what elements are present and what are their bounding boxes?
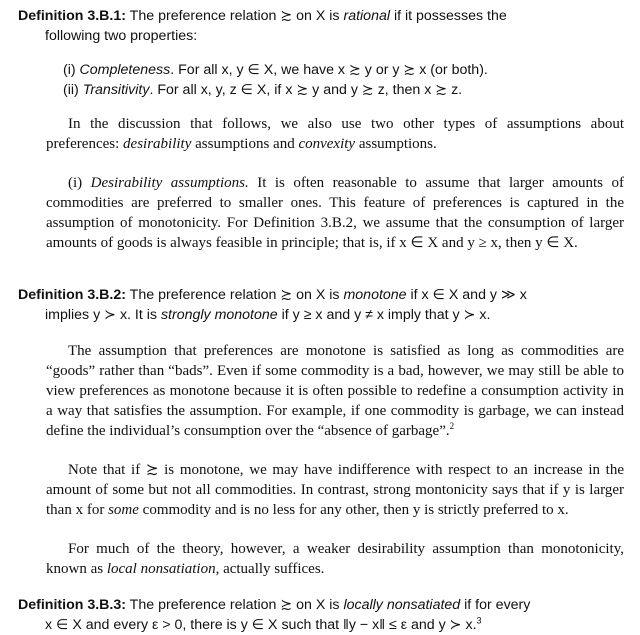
- desirability-body: It is often reasonable to assume that larger amounts of commodities are preferred to smaller ones. This feature of preferences is captured in the assumption of monotonicity. For Definition 3.B.2, we assume that the consumption of larger amounts of goods is always feasible in principle; that is, if x ∈ X and y ≥ x, then y ∈ X.: [46, 175, 624, 251]
- note-text-a: Note that if ≿ is monotone, we may have indifference with respect to an increase in the amount of some but not all commodities. In contrast, strong montonicity says that if y is larger than x for: [46, 462, 624, 518]
- convexity-term: convexity: [298, 135, 356, 152]
- definition-3b2-line2: [18, 305, 624, 325]
- definition-3b1-tail: if it possesses the: [390, 8, 507, 24]
- definition-3b1-line2: following two properties:: [45, 28, 198, 44]
- local-text-a: For much of the theory, however, a weaker desirability assumption than monotonicity, known as: [46, 541, 624, 577]
- footnote-marker-3: 3: [476, 615, 482, 626]
- transitivity-term: Transitivity: [82, 82, 150, 98]
- definition-3b3: [18, 595, 624, 635]
- property-i-number: (i): [63, 62, 80, 78]
- footnote-marker-2: 2: [449, 420, 455, 431]
- paragraph-desirability: [46, 174, 624, 254]
- paragraph-local-nonsatiation: [46, 540, 624, 580]
- property-completeness: [63, 60, 623, 80]
- desirability-assumptions-title: Desirability assumptions.: [90, 175, 249, 191]
- definition-3b2-line1: [18, 285, 624, 305]
- local-text-b: , actually suffices.: [215, 560, 325, 577]
- desirability-number: (i): [68, 175, 91, 191]
- definition-3b1: [18, 6, 624, 46]
- note-text-b: commodity and is no less for any other, then y is strictly preferred to x.: [138, 501, 569, 518]
- definition-3b1-heading: Definition 3.B.1:: [18, 8, 126, 24]
- definition-3b2-heading: Definition 3.B.2:: [18, 287, 126, 303]
- definition-3b3-line2-text: x ∈ X and every ε > 0, there is y ∈ X such that ‖y − x‖ ≤ ε and y ≻ x.: [45, 617, 477, 633]
- definition-3b2-line2b: if y ≥ x and y ≠ x imply that y ≻ x.: [277, 307, 491, 323]
- definition-3b2: [18, 285, 624, 325]
- discussion-text-b: assumptions and: [191, 135, 299, 152]
- some-term: some: [108, 501, 139, 518]
- desirability-term: desirability: [123, 135, 192, 152]
- discussion-text-a: In the discussion that follows, we also use two other types of assumptions about preferences:: [46, 116, 624, 152]
- completeness-term: Completeness: [79, 62, 171, 78]
- property-transitivity: [63, 80, 623, 100]
- monotone-term: monotone: [343, 287, 407, 303]
- paragraph-discussion: [46, 115, 624, 155]
- definition-3b2-mid: if x ∈ X and y ≫ x: [406, 287, 527, 303]
- rational-term: rational: [343, 8, 391, 24]
- definition-3b3-tail: if for every: [460, 597, 531, 613]
- transitivity-text: . For all x, y, z ∈ X, if x ≿ y and y ≿ z, then x ≿ z.: [149, 82, 463, 98]
- locally-nonsatiated-term: locally nonsatiated: [343, 597, 461, 613]
- definition-3b2-line2a: implies y ≻ x. It is: [45, 307, 161, 323]
- definition-3b1-lead: The preference relation ≿ on X is: [126, 8, 344, 24]
- definition-3b3-line1: [18, 595, 624, 615]
- definition-3b3-heading: Definition 3.B.3:: [18, 597, 126, 613]
- goods-bads-text: The assumption that preferences are monotone is satisfied as long as commodities are “goods” rather than “bads”. Even if some commodity is a bad, however, we may still be able to view preferences as monotone because it is often possible to redefine a consumption activity in a way that satisfies the assumption. For example, if one commodity is garbage, we can instead define the individual’s consumption over the “absence of garbage”.: [46, 343, 624, 439]
- property-ii-number: (ii): [63, 82, 83, 98]
- definition-3b3-lead: The preference relation ≿ on X is: [126, 597, 344, 613]
- paragraph-monotone-note: [46, 461, 624, 521]
- paragraph-goods-bads: [46, 342, 624, 442]
- strongly-monotone-term: strongly monotone: [160, 307, 278, 323]
- properties-list: [63, 60, 623, 100]
- definition-3b1-line1: [18, 6, 624, 26]
- completeness-text: . For all x, y ∈ X, we have x ≿ y or y ≿ x (or both).: [170, 62, 488, 78]
- local-nonsatiation-term: local nonsatiation: [106, 560, 216, 577]
- definition-3b2-lead: The preference relation ≿ on X is: [126, 287, 344, 303]
- discussion-text-c: assumptions.: [355, 135, 437, 152]
- definition-3b3-line2: [18, 615, 624, 635]
